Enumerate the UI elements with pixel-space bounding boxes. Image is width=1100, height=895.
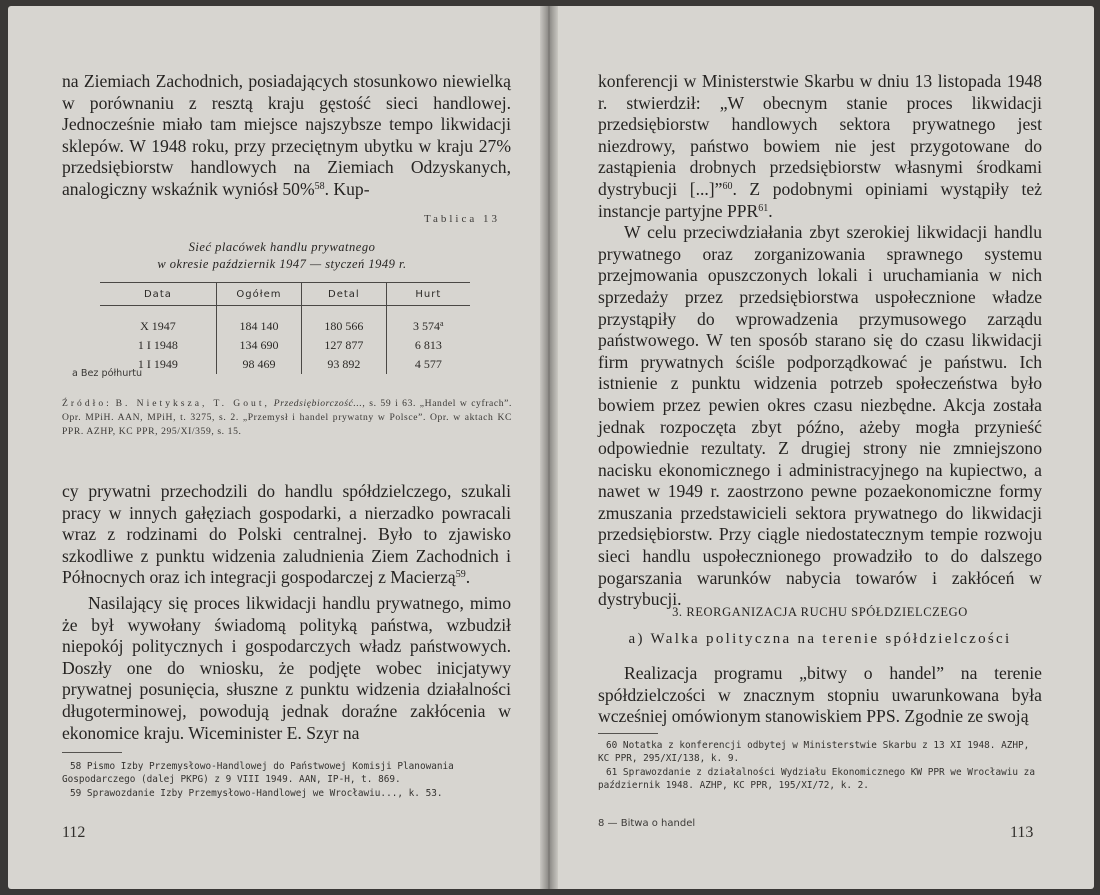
- table-cell: 6 813: [386, 336, 470, 355]
- table-header-cell: Hurt: [386, 283, 470, 306]
- table-title-line2: w okresie październik 1947 — styczeń 1949 r.: [157, 257, 407, 271]
- source-authors: B. Nietyksza, T. Gout,: [115, 398, 270, 409]
- left-para-3: Nasilający się proces likwidacji handlu prywatnego, mimo że był wywołany świadomą polityką państwa, wzbudził niepokój politycznych i gospodarczych władz państwowych. Doszły one do wniosku, że podjęte wobec inicjatywy prywatnej posunięcia, słuszne z punktu widzenia działalności długoterminowej, powodują jednak doraźne zakłócenia w ekonomice kraju. Wiceminister E. Szyr na: [62, 592, 511, 743]
- footnote-ref-60: 60: [722, 180, 733, 192]
- left-paragraph-2: [62, 481, 511, 744]
- page-number-right: 113: [1010, 824, 1034, 841]
- footnote-rule: [62, 752, 122, 753]
- table-header-row: [100, 283, 470, 306]
- right-para-1-mid: . Z podobnymi opiniami wystąpiły też instancje partyjne PPR: [598, 178, 1042, 221]
- right-paragraph-1: [598, 71, 1042, 611]
- footnote-60: 60 Notatka z konferencji odbytej w Ministerstwie Skarbu z 13 XI 1948. AZHP, KC PPR, 295/XI/138, k. 9.: [598, 740, 1030, 765]
- footnote-61: 61 Sprawozdanie z działalności Wydziału Ekonomicznego KW PPR we Wrocławiu za październik 1948. AZHP, KC PPR, 195/XI/72, k. 2.: [598, 766, 1035, 792]
- left-footnotes: [62, 760, 511, 800]
- table-cell: 98 469: [216, 355, 301, 374]
- table-cell: 4 577: [386, 355, 470, 374]
- data-table: [100, 282, 470, 374]
- table-cell: X 1947: [140, 319, 176, 333]
- source-rest: , s. 59 i 63. „Handel w cyfrach”. Opr. MPiH. AAN, MPiH, t. 3275, s. 2. „Przemysł i handel prywatny w Polsce”. Opr. w aktach KC PPR. AZHP, KC PPR, 295/XI/359, s. 15.: [62, 398, 513, 438]
- left-para-top-end: . Kup-: [324, 178, 370, 199]
- right-para-3: Realizacja programu „bitwy o handel” na terenie spółdzielczości w znacznym stopniu uwarunkowana była wcześniej omówionym stanowiskiem PPS. Zgodnie ze swoją: [598, 663, 1042, 727]
- table-header-cell: Detal: [302, 283, 387, 306]
- table-cell: 184 140: [216, 306, 301, 337]
- table-cell-with-marker: [386, 306, 470, 337]
- source-label: Źródło:: [62, 398, 112, 409]
- table-cell: 127 877: [302, 336, 387, 355]
- table-source: [62, 397, 512, 440]
- table-marker: a: [440, 319, 444, 328]
- right-para-2: W celu przeciwdziałania zbyt szerokiej likwidacji handlu prywatnego oraz zorganizowania sprawnego systemu przejmowania opuszczonych lokali i uruchamiania w nich sprzedaży przez przedsiębiorstwa uspołecznione władze przystąpiły do wprowadzenia przymusowego zarządu państwowego. W ten sposób starano się do czasu likwidacji firm prywatnych ściśle podporządkować je państwu. Ich istnienie z punktu widzenia potrzeb społeczeństwa było bowiem przez pewien okres czasu niezbędne. Akcja została jednak rozpoczęta zbyt późno, ażeby mogła przynieść odpowiednie rezultaty. Z drugiej strony nie zmniejszono nacisku ekonomicznego i administracyjnego na kupiectwo, a nawet w 1949 r. zaostrzono pewne pozaekonomiczne formy zmuszania przedstawicieli sektora prywatnego do likwidacji przedsiębiorstw. Przy ciągle niedostatecznym tempie rozwoju sieci handlu uspołecznionego prowadziło to do dalszego pogarszania warunków nabycia towarów i zakłóceń w dystrybucji.: [598, 222, 1042, 610]
- table-cell: 180 566: [302, 306, 387, 337]
- table-note: a Bez półhurtu: [72, 368, 143, 379]
- footnote-59: 59 Sprawozdanie Izby Przemysłowo-Handlowej we Wrocławiu..., k. 53.: [70, 787, 443, 799]
- table-row: [100, 306, 470, 337]
- table-cell: 93 892: [302, 355, 387, 374]
- book-gutter: [540, 6, 558, 889]
- table-header-cell: Data: [100, 283, 216, 306]
- source-title: Przedsiębiorczość...: [273, 398, 363, 409]
- right-footnotes: [598, 739, 1042, 793]
- table-row: [100, 336, 470, 355]
- section-subheading: a) Walka polityczna na terenie spółdzielczości: [628, 631, 1012, 647]
- page-number-left: 112: [62, 824, 86, 841]
- footnote-ref-58: 58: [314, 180, 325, 192]
- table-cell: 1 I 1949: [137, 357, 178, 371]
- table-cell: 1 I 1948: [137, 338, 178, 352]
- table-cell: 3 574: [413, 319, 441, 333]
- footnote-ref-61: 61: [758, 202, 769, 214]
- table-cell: 134 690: [216, 336, 301, 355]
- table-title-line1: Sieć placówek handlu prywatnego: [188, 240, 376, 254]
- left-paragraph-top: [62, 71, 511, 201]
- right-para-1-text: konferencji w Ministerstwie Skarbu w dniu 13 listopada 1948 r. stwierdził: „W obecnym stanie proces likwidacji przedsiębiorstw handlowych sektora prywatnego jest niezdrowy, państwo bowiem nie jest przygotowane do zastąpienia drobnych przedsiębiorstw własnymi środkami dystrybucji [...]”: [598, 71, 1042, 199]
- footnote-rule: [598, 733, 658, 734]
- left-para-2-text: cy prywatni przechodzili do handlu spółdzielczego, szukali pracy w innych gałęziach gospodarki, a nierzadko powracali wraz z rodzinami do Polski centralnej. Było to zjawisko szkodliwe z punktu widzenia zaludnienia Ziem Zachodnich i Północnych oraz ich integracji gospodarczej z Macierzą: [62, 481, 511, 588]
- printer-signature: 8 — Bitwa o handel: [598, 818, 696, 829]
- section-heading: 3. REORGANIZACJA RUCHU SPÓŁDZIELCZEGO: [672, 605, 968, 619]
- footnote-ref-59: 59: [455, 569, 466, 581]
- table-label: Tablica 13: [424, 213, 500, 225]
- footnote-58: 58 Pismo Izby Przemysłowo-Handlowej do Państwowej Komisji Planowania Gospodarczego (dalej PKPG) z 9 VIII 1949. AAN, IP-H, t. 869.: [62, 761, 454, 786]
- table-header-cell: Ogółem: [216, 283, 301, 306]
- table-title: [62, 239, 502, 273]
- left-para-2-end: .: [465, 567, 471, 588]
- left-para-top-text: na Ziemiach Zachodnich, posiadających stosunkowo niewielką w porównaniu z resztą kraju gęstość sieci handlowej. Jednocześnie miało tam miejsce najszybsze tempo likwidacji sklepów. W 1948 roku, przy przeciętnym ubytku w kraju 27% przedsiębiorstw handlowych na Ziemiach Odzyskanych, analogiczny wskaźnik wyniósł 50%: [62, 71, 511, 199]
- right-para-1-end: .: [768, 200, 773, 221]
- table-row: [100, 355, 470, 374]
- right-paragraph-3: [598, 663, 1042, 728]
